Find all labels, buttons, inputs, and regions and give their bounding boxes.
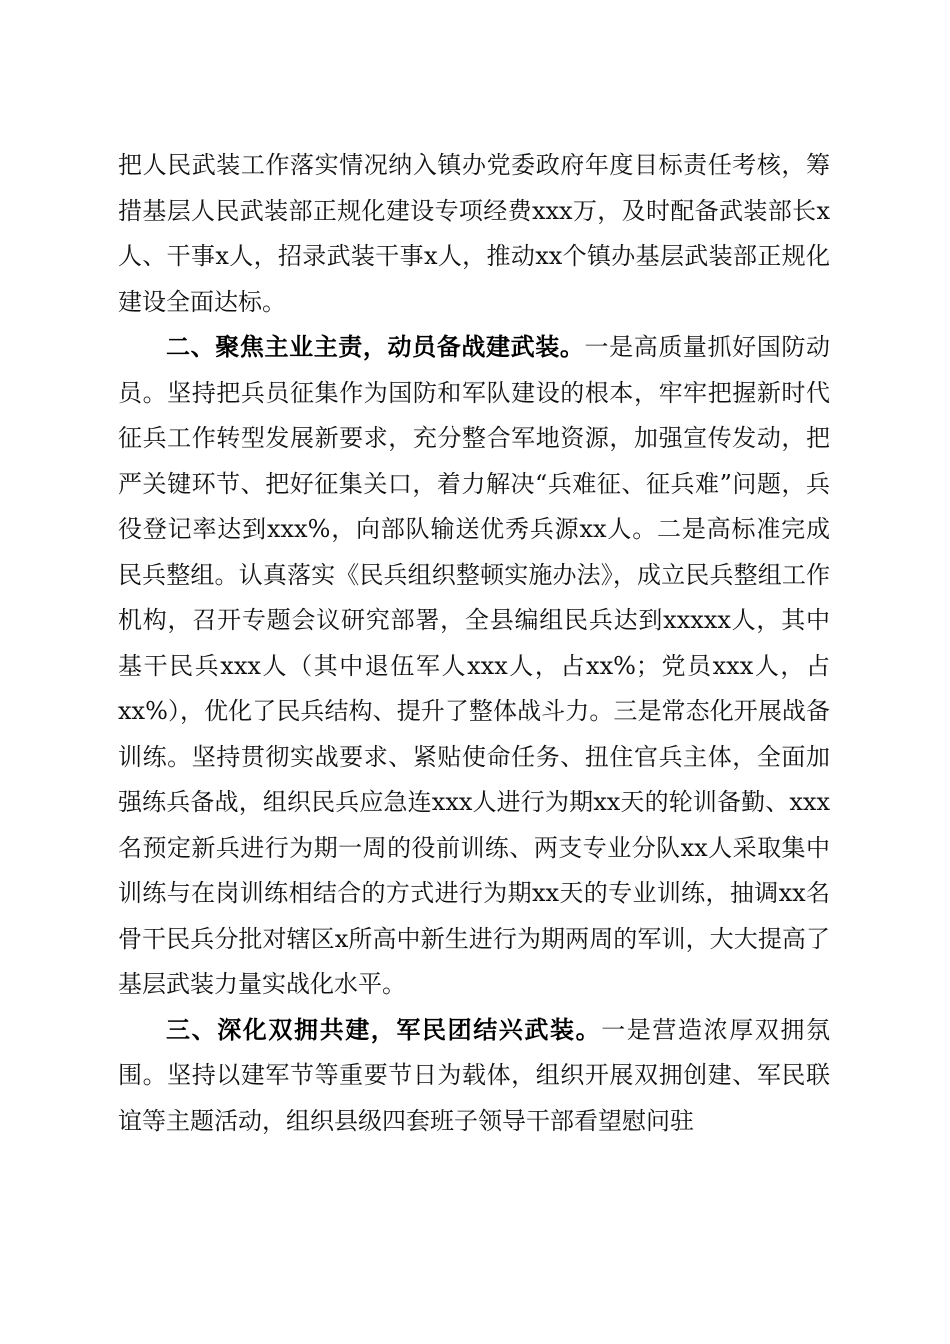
section-heading: 三、深化双拥共建，军民团结兴武装。: [166, 1015, 602, 1044]
paragraph-text: 一是营造浓厚双拥氛围。坚持以建军节等重要节日为载体，组织开展双拥创建、军民联谊等主题活动，组织县级四套班子领导干部看望慰问驻: [118, 1015, 831, 1135]
paragraph-section-three: [118, 1008, 830, 1145]
section-heading: 二、聚焦主业主责，动员备战建武装。: [166, 333, 585, 361]
paragraph-continuation: [118, 143, 830, 325]
paragraph-section-two: [118, 325, 830, 1008]
paragraph-text: 一是高质量抓好国防动员。坚持把兵员征集作为国防和军队建设的根本，牢牢把握新时代征兵工作转型发展新要求，充分整合军地资源，加强宣传发动，把严关键环节、把好征集关口，着力解决“兵难征、征兵难”问题，兵役登记率达到xxx%，向部队输送优秀兵源xx人。二是高标准完成民兵整组。认真落实《民兵组织整顿实施办法》，成立民兵整组工作机构，召开专题会议研究部署，全县编组民兵达到xxxxx人，其中基干民兵xxx人（其中退伍军人xxx人，占xx%；党员xxx人，占xx%），优化了民兵结构、提升了整体战斗力。三是常态化开展战备训练。坚持贯彻实战要求、紧贴使命任务、扭住官兵主体，全面加强练兵备战，组织民兵应急连xxx人进行为期xx天的轮训备勤、xxx名预定新兵进行为期一周的役前训练、两支专业分队xx人采取集中训练与在岗训练相结合的方式进行为期xx天的专业训练，抽调xx名骨干民兵分批对辖区x所高中新生进行为期两周的军训，大大提高了基层武装力量实战化水平。: [118, 333, 831, 998]
document-body: [118, 143, 830, 1144]
paragraph-text: 把人民武装工作落实情况纳入镇办党委政府年度目标责任考核，筹措基层人民武装部正规化建设专项经费xxx万，及时配备武装部长x人、干事x人，招录武装干事x人，推动xx个镇办基层武装部正规化建设全面达标。: [118, 151, 830, 316]
